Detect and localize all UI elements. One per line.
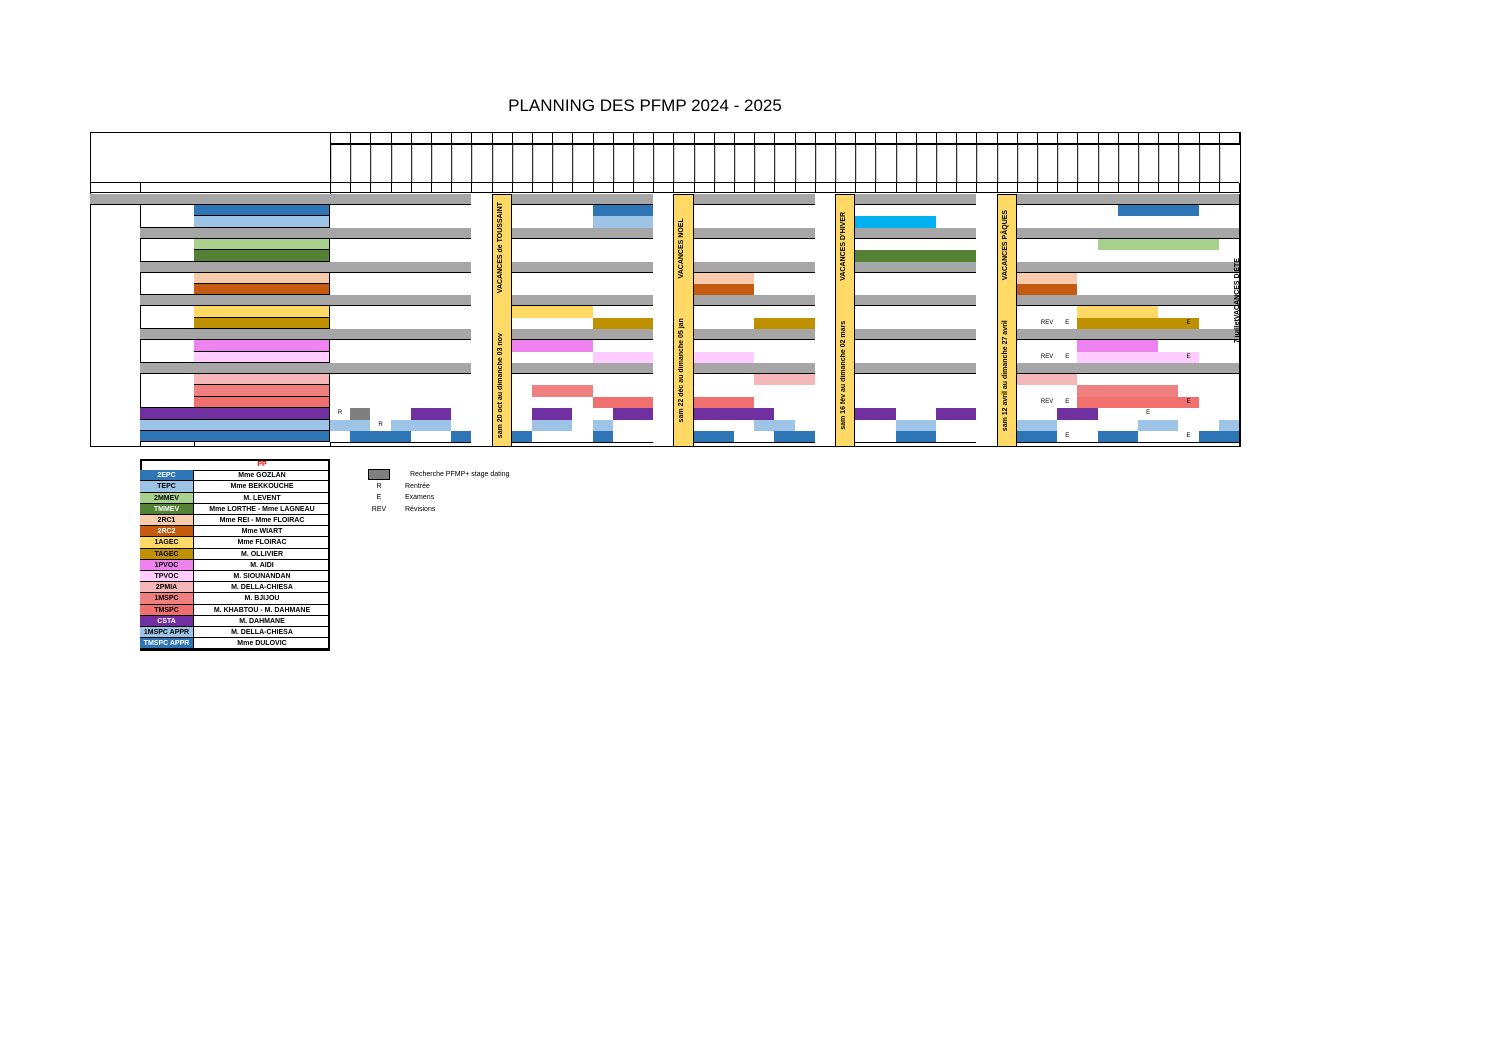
week-date bbox=[391, 144, 412, 183]
key-text: Révisions bbox=[405, 505, 436, 513]
filiere-label bbox=[140, 273, 194, 296]
week-number bbox=[1037, 132, 1058, 144]
class-name-2epc bbox=[194, 205, 330, 216]
week-cell bbox=[1219, 431, 1240, 443]
week-spacer bbox=[350, 183, 371, 193]
week-number bbox=[370, 132, 391, 144]
week-cell bbox=[694, 431, 715, 443]
side-label-semestriels bbox=[90, 205, 140, 408]
week-number bbox=[1199, 132, 1220, 144]
week-number bbox=[956, 132, 977, 144]
week-number bbox=[673, 132, 694, 144]
filiere-label bbox=[140, 239, 194, 262]
week-spacer bbox=[835, 183, 856, 193]
week-spacer bbox=[956, 183, 977, 193]
week-number bbox=[855, 132, 876, 144]
class-name-tmmev bbox=[194, 250, 330, 261]
week-cell bbox=[593, 431, 614, 443]
week-number bbox=[896, 132, 917, 144]
week-spacer bbox=[714, 183, 735, 193]
week-number bbox=[572, 132, 593, 144]
legend-pp: Mme WIART bbox=[194, 526, 330, 537]
week-date bbox=[795, 144, 816, 183]
legend-pp: M. KHABTOU - M. DAHMANE bbox=[194, 605, 330, 616]
week-spacer bbox=[1178, 183, 1199, 193]
class-name-1mspc-appr bbox=[140, 420, 330, 431]
class-name-2rc1 bbox=[194, 273, 330, 284]
class-name-tpvoc bbox=[194, 352, 330, 363]
week-date bbox=[997, 144, 1018, 183]
week-number bbox=[976, 132, 997, 144]
week-date bbox=[370, 144, 391, 183]
week-spacer bbox=[855, 183, 876, 193]
legend-class: 2PMIA bbox=[140, 582, 194, 593]
week-cell bbox=[1138, 431, 1159, 443]
week-date bbox=[1017, 144, 1038, 183]
week-spacer bbox=[1017, 183, 1038, 193]
week-cell: REV bbox=[1037, 318, 1058, 330]
week-date bbox=[734, 144, 755, 183]
pp-header: PP bbox=[194, 459, 330, 471]
week-number bbox=[613, 132, 634, 144]
week-cell bbox=[451, 431, 472, 443]
week-date bbox=[492, 144, 513, 183]
week-cell: E bbox=[1178, 352, 1199, 364]
vacation-column bbox=[673, 194, 693, 447]
week-number bbox=[1219, 132, 1240, 144]
legend-pp: M. BJIJOU bbox=[194, 593, 330, 604]
week-number bbox=[997, 132, 1018, 144]
week-cell bbox=[633, 431, 654, 443]
week-spacer bbox=[1098, 183, 1119, 193]
class-name-tagec bbox=[194, 318, 330, 329]
week-cell: E bbox=[1057, 431, 1078, 443]
legend-class: 2RC2 bbox=[140, 526, 194, 537]
vacation-label bbox=[1234, 258, 1247, 383]
week-cell: E bbox=[1178, 397, 1199, 409]
week-date bbox=[815, 144, 836, 183]
legend-pp: M. AIDI bbox=[194, 560, 330, 571]
week-date bbox=[936, 144, 957, 183]
week-cell: R bbox=[370, 420, 391, 432]
week-cell bbox=[896, 431, 917, 443]
legend-pp: Mme DULOVIC bbox=[194, 638, 330, 649]
week-cell bbox=[754, 431, 775, 443]
week-date bbox=[896, 144, 917, 183]
week-cell bbox=[391, 431, 412, 443]
legend-class: 1MSPC APPR bbox=[140, 627, 194, 638]
week-date bbox=[613, 144, 634, 183]
week-spacer bbox=[512, 183, 533, 193]
week-number bbox=[653, 132, 674, 144]
week-date bbox=[653, 144, 674, 183]
week-date bbox=[1098, 144, 1119, 183]
key-symbol: R bbox=[376, 482, 382, 490]
week-date bbox=[774, 144, 795, 183]
legend-pp: Mme BEKKOUCHE bbox=[194, 481, 330, 492]
vacation-column bbox=[835, 194, 855, 447]
week-cell bbox=[512, 431, 533, 443]
week-spacer bbox=[694, 183, 715, 193]
week-date bbox=[714, 144, 735, 183]
vacation-dates: sam 16 fév au dimanche 02 mars bbox=[840, 320, 848, 430]
week-date bbox=[1138, 144, 1159, 183]
week-number bbox=[411, 132, 432, 144]
week-date bbox=[350, 144, 371, 183]
week-cell bbox=[916, 431, 937, 443]
week-cell bbox=[1199, 431, 1220, 443]
week-cell bbox=[956, 431, 977, 443]
week-cell bbox=[350, 431, 371, 443]
key-symbol: REV bbox=[371, 505, 387, 513]
week-date bbox=[552, 144, 573, 183]
vacation-column bbox=[997, 194, 1017, 447]
week-spacer bbox=[451, 183, 472, 193]
vacation-dates: sam 12 avril au dimanche 27 avril bbox=[1001, 320, 1009, 432]
class-name-tmspc bbox=[194, 397, 330, 408]
key-text: Examens bbox=[405, 494, 435, 501]
week-spacer bbox=[795, 183, 816, 193]
week-number bbox=[936, 132, 957, 144]
legend-class: 1PVOC bbox=[140, 560, 194, 571]
week-spacer bbox=[815, 183, 836, 193]
week-spacer bbox=[593, 183, 614, 193]
week-date bbox=[512, 144, 533, 183]
week-date bbox=[572, 144, 593, 183]
filiere-label bbox=[140, 374, 194, 408]
legend-pp: Mme REI - Mme FLOIRAC bbox=[194, 515, 330, 526]
week-date bbox=[532, 144, 553, 183]
vacation-label bbox=[678, 218, 688, 422]
legend-pp: M. OLLIVIER bbox=[194, 549, 330, 560]
week-date bbox=[633, 144, 654, 183]
vacation-name: VACANCES D'HIVER bbox=[840, 211, 848, 281]
week-spacer bbox=[1138, 183, 1159, 193]
week-cell bbox=[714, 431, 735, 443]
week-cell: E bbox=[1057, 318, 1078, 330]
week-cell bbox=[936, 431, 957, 443]
week-number bbox=[633, 132, 654, 144]
week-spacer bbox=[370, 183, 391, 193]
week-cell bbox=[855, 431, 876, 443]
week-spacer bbox=[431, 183, 452, 193]
vacation-label bbox=[840, 212, 850, 430]
key-symbol: E bbox=[376, 494, 382, 501]
week-date bbox=[1118, 144, 1139, 183]
week-cell bbox=[734, 431, 755, 443]
legend-pp: M. LEVENT bbox=[194, 493, 330, 504]
week-date bbox=[754, 144, 775, 183]
vacation-dates: 7 juillet bbox=[1233, 318, 1241, 344]
week-cell: E bbox=[1057, 397, 1078, 409]
week-spacer bbox=[532, 183, 553, 193]
week-spacer bbox=[552, 183, 573, 193]
week-number bbox=[694, 132, 715, 144]
vacation-name: VACANCES de TOUSSAINT bbox=[496, 202, 504, 294]
spacer-row bbox=[90, 183, 330, 193]
week-spacer bbox=[1118, 183, 1139, 193]
week-spacer bbox=[1158, 183, 1179, 193]
week-spacer bbox=[1037, 183, 1058, 193]
week-cell bbox=[795, 431, 816, 443]
week-date bbox=[1219, 144, 1240, 183]
week-cell bbox=[330, 431, 351, 443]
vacation-gap bbox=[976, 194, 997, 447]
week-date bbox=[976, 144, 997, 183]
week-number bbox=[1178, 132, 1199, 144]
week-number bbox=[1017, 132, 1038, 144]
week-spacer bbox=[774, 183, 795, 193]
week-number bbox=[431, 132, 452, 144]
class-name-1mspc bbox=[194, 385, 330, 396]
week-date bbox=[1037, 144, 1058, 183]
filiere-label bbox=[140, 306, 194, 329]
week-spacer bbox=[754, 183, 775, 193]
week-date bbox=[1178, 144, 1199, 183]
legend-pp: M. DELLA-CHIESA bbox=[194, 627, 330, 638]
vacation-gap bbox=[471, 194, 492, 447]
week-number bbox=[1098, 132, 1119, 144]
week-spacer bbox=[411, 183, 432, 193]
week-number bbox=[532, 132, 553, 144]
legend-class: CSTA bbox=[140, 616, 194, 627]
week-number bbox=[875, 132, 896, 144]
week-number bbox=[451, 132, 472, 144]
class-name-2pmia bbox=[194, 374, 330, 385]
week-spacer bbox=[734, 183, 755, 193]
week-date bbox=[855, 144, 876, 183]
class-name-tmspc-appr bbox=[140, 431, 330, 442]
key-text: Rentrée bbox=[405, 482, 430, 490]
legend-pp: M. DAHMANE bbox=[194, 616, 330, 627]
vacation-name: VACANCES PÂQUES bbox=[1001, 209, 1009, 281]
week-cell bbox=[552, 431, 573, 443]
week-date bbox=[593, 144, 614, 183]
week-date bbox=[1057, 144, 1078, 183]
legend-class: 2MMEV bbox=[140, 493, 194, 504]
week-spacer bbox=[673, 183, 694, 193]
week-date bbox=[835, 144, 856, 183]
legend-pp: Mme LORTHE - Mme LAGNEAU bbox=[194, 504, 330, 515]
week-number bbox=[512, 132, 533, 144]
vacation-dates: sam 20 oct au dimanche 03 nov bbox=[496, 333, 504, 439]
legend-class: 2EPC bbox=[140, 470, 194, 481]
week-cell bbox=[774, 431, 795, 443]
week-spacer bbox=[572, 183, 593, 193]
legend-class: TPVOC bbox=[140, 571, 194, 582]
week-cell bbox=[1017, 431, 1038, 443]
week-cell bbox=[1098, 431, 1119, 443]
legend-class: TMSPC bbox=[140, 605, 194, 616]
legend-pp: M. SIOUNANDAN bbox=[194, 571, 330, 582]
week-number bbox=[492, 132, 513, 144]
week-number bbox=[835, 132, 856, 144]
filiere-label bbox=[140, 205, 194, 228]
week-cell bbox=[1077, 431, 1098, 443]
week-date bbox=[875, 144, 896, 183]
page-title: PLANNING DES PFMP 2024 - 2025 bbox=[508, 96, 782, 115]
week-spacer bbox=[633, 183, 654, 193]
week-date bbox=[451, 144, 472, 183]
week-date bbox=[694, 144, 715, 183]
vacation-name: VACANCES D'ETE bbox=[1233, 257, 1241, 319]
legend-pp: Mme GOZLAN bbox=[194, 470, 330, 481]
week-number bbox=[471, 132, 492, 144]
week-number bbox=[916, 132, 937, 144]
legend-class: TMMEV bbox=[140, 504, 194, 515]
legend-class: 2RC1 bbox=[140, 515, 194, 526]
class-name-1pvoc bbox=[194, 340, 330, 351]
week-spacer bbox=[1057, 183, 1078, 193]
vacation-dates: sam 22 déc au dimanche 05 jan bbox=[678, 318, 686, 423]
week-cell bbox=[875, 431, 896, 443]
week-spacer bbox=[653, 183, 674, 193]
week-cell bbox=[370, 431, 391, 443]
week-spacer bbox=[613, 183, 634, 193]
week-spacer bbox=[1219, 183, 1240, 193]
legend-class: 1MSPC bbox=[140, 593, 194, 604]
week-date bbox=[673, 144, 694, 183]
class-name-csta bbox=[140, 408, 330, 419]
week-cell: E bbox=[1138, 408, 1159, 420]
week-number bbox=[391, 132, 412, 144]
class-name-tepc bbox=[194, 216, 330, 227]
week-spacer bbox=[976, 183, 997, 193]
class-name-2mmev bbox=[194, 239, 330, 250]
week-cell bbox=[572, 431, 593, 443]
week-number bbox=[350, 132, 371, 144]
week-number bbox=[714, 132, 735, 144]
legend-class: TAGEC bbox=[140, 549, 194, 560]
filiere-label bbox=[140, 340, 194, 363]
week-spacer bbox=[916, 183, 937, 193]
legend-class: 1AGEC bbox=[140, 537, 194, 548]
vacation-name: VACANCES NOEL bbox=[678, 218, 686, 279]
week-cell bbox=[431, 431, 452, 443]
week-number bbox=[1077, 132, 1098, 144]
week-cell: R bbox=[330, 408, 351, 420]
week-date bbox=[330, 144, 351, 183]
week-cell bbox=[613, 431, 634, 443]
week-number bbox=[1158, 132, 1179, 144]
week-cell: REV bbox=[1037, 397, 1058, 409]
week-date bbox=[431, 144, 452, 183]
week-cell bbox=[411, 431, 432, 443]
legend-pp: M. DELLA-CHIESA bbox=[194, 582, 330, 593]
week-date bbox=[471, 144, 492, 183]
week-number bbox=[754, 132, 775, 144]
week-number bbox=[734, 132, 755, 144]
week-spacer bbox=[1199, 183, 1220, 193]
week-spacer bbox=[330, 183, 351, 193]
week-cell: REV bbox=[1037, 352, 1058, 364]
research-swatch bbox=[368, 469, 390, 480]
week-number bbox=[795, 132, 816, 144]
legend-class: TEPC bbox=[140, 481, 194, 492]
class-name-1agec bbox=[194, 306, 330, 317]
legend-class: TMSPC APPR bbox=[140, 638, 194, 649]
legend-pp: Mme FLOIRAC bbox=[194, 537, 330, 548]
week-spacer bbox=[936, 183, 957, 193]
week-spacer bbox=[391, 183, 412, 193]
week-number bbox=[1138, 132, 1159, 144]
week-number bbox=[815, 132, 836, 144]
week-cell bbox=[1037, 431, 1058, 443]
week-number bbox=[774, 132, 795, 144]
week-cell: E bbox=[1057, 352, 1078, 364]
week-number bbox=[552, 132, 573, 144]
week-number bbox=[593, 132, 614, 144]
week-date bbox=[1199, 144, 1220, 183]
week-spacer bbox=[875, 183, 896, 193]
week-cell bbox=[1158, 431, 1179, 443]
week-cell bbox=[1118, 431, 1139, 443]
vacation-label bbox=[497, 202, 507, 438]
vacation-gap bbox=[653, 194, 674, 447]
vacation-column bbox=[492, 194, 512, 447]
vacation-gap bbox=[815, 194, 836, 447]
key-text: Recherche PFMP+ stage dating bbox=[410, 471, 510, 478]
vacation-label bbox=[1002, 210, 1012, 431]
week-cell bbox=[532, 431, 553, 443]
class-name-2rc2 bbox=[194, 284, 330, 295]
spacer-split bbox=[140, 183, 141, 193]
week-date bbox=[411, 144, 432, 183]
week-date bbox=[1158, 144, 1179, 183]
week-spacer bbox=[1077, 183, 1098, 193]
vacation-column-summer bbox=[1233, 194, 1241, 447]
week-date bbox=[1077, 144, 1098, 183]
week-cell: E bbox=[1178, 318, 1199, 330]
week-spacer bbox=[471, 183, 492, 193]
week-number bbox=[1118, 132, 1139, 144]
week-cell: E bbox=[1178, 431, 1199, 443]
week-spacer bbox=[492, 183, 513, 193]
week-spacer bbox=[896, 183, 917, 193]
week-number bbox=[330, 132, 351, 144]
week-date bbox=[916, 144, 937, 183]
week-number bbox=[1057, 132, 1078, 144]
week-date bbox=[956, 144, 977, 183]
week-spacer bbox=[997, 183, 1018, 193]
